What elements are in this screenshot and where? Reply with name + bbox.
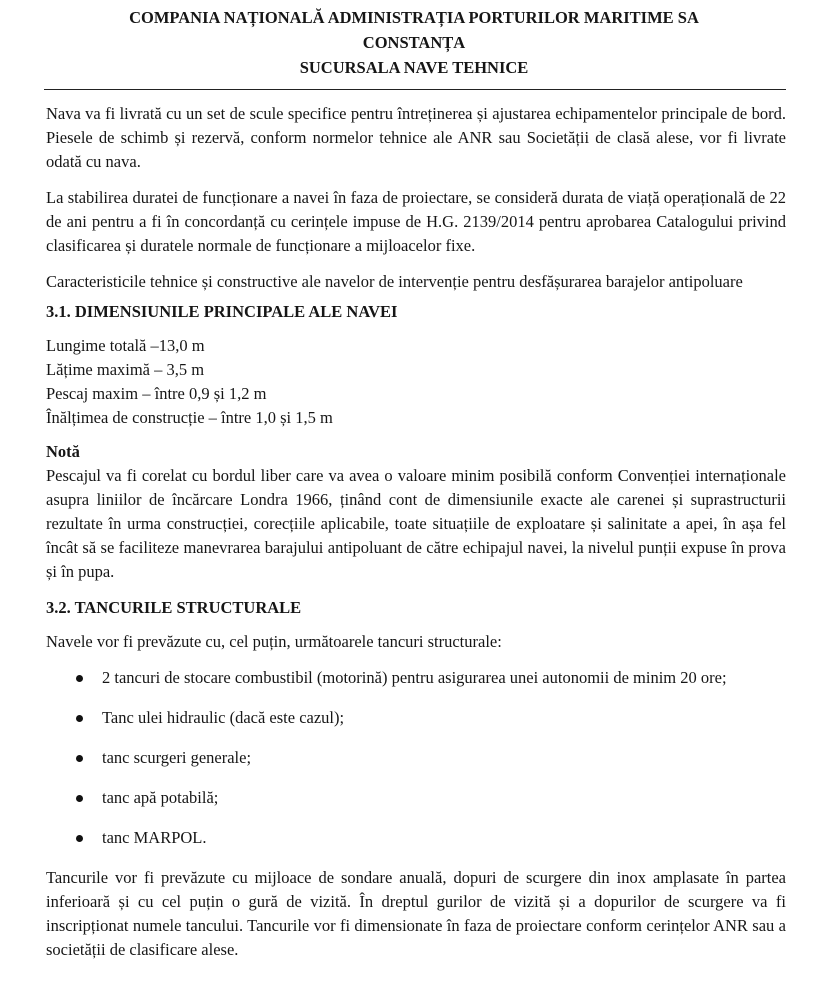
intro-paragraph-characteristics: Caracteristicile tehnice și constructive ale navelor de intervenție pentru desfășurarea barajelor antipoluare <box>46 272 743 291</box>
list-item-text: tanc apă potabilă; <box>102 788 219 807</box>
document-header <box>0 5 828 80</box>
list-item-text: Tanc ulei hidraulic (dacă este cazul); <box>102 708 345 727</box>
bullet-icon <box>76 715 83 722</box>
section-3-1-heading: 3.1. DIMENSIUNILE PRINCIPALE ALE NAVEI <box>46 302 398 321</box>
dimensions-list <box>46 334 786 430</box>
list-item-text: tanc MARPOL. <box>102 828 207 847</box>
intro-paragraph-tools: Nava va fi livrată cu un set de scule specifice pentru întreținerea și ajustarea echipamentelor principale de bord. Piesele de schimb și rezervă, conform normelor tehnice ale ANR sau Societății de clasă alese, vor fi livrate odată cu nava. <box>46 104 786 171</box>
bullet-icon <box>76 755 83 762</box>
header-divider <box>44 89 786 90</box>
list-item <box>46 746 786 770</box>
list-item <box>46 706 786 730</box>
section-3-2-heading: 3.2. TANCURILE STRUCTURALE <box>46 598 302 617</box>
note-text: Pescajul va fi corelat cu bordul liber care va avea o valoare minim posibilă conform Convenției internaționale asupra liniilor de încărcare Londra 1966, ținând cont de dimensiunile exacte ale carenei și suprastructurii rezultate în urma construcției, corecțiile aplicabile, toate situațiile de exploatare și salinitate a apei, în așa fel încât să se faciliteze manevrarea barajului antipoluant de către echipajul navei, la nivelul punții expuse în prova și în pupa. <box>46 466 786 581</box>
document-body <box>46 102 786 974</box>
header-company-name: COMPANIA NAȚIONALĂ ADMINISTRAȚIA PORTURILOR MARITIME SA <box>129 8 699 27</box>
bullet-icon <box>76 835 83 842</box>
tanks-closing-paragraph: Tancurile vor fi prevăzute cu mijloace de sondare anuală, dopuri de scurgere din inox amplasate în partea inferioară și cu cel puțin o gură de vizită. În dreptul gurilor de vizită și a dopurilor de scurgere va fi inscripționat numele tancului. Tancurile vor fi dimensionate în faza de proiectare conform cerințelor ANR sau a societății de clasificare alese. <box>46 868 786 959</box>
list-item <box>46 826 786 850</box>
dimension-height: Înălțimea de construcție – între 1,0 și 1,5 m <box>46 408 333 427</box>
header-branch: SUCURSALA NAVE TEHNICE <box>299 58 529 77</box>
list-item-text: tanc scurgeri generale; <box>102 748 252 767</box>
tanks-list <box>46 666 786 850</box>
intro-paragraph-lifetime: La stabilirea duratei de funcționare a navei în faza de proiectare, se consideră durata de viață operațională de 22 de ani pentru a fi în concordanță cu cerințele impuse de H.G. 2139/2014 pentru aprobarea Catalogului privind clasificarea și duratele normale de funcționare a mijloacelor fixe. <box>46 188 786 255</box>
list-item-text: 2 tancuri de stocare combustibil (motorină) pentru asigurarea unei autonomii de minim 20 ore; <box>102 668 727 687</box>
dimension-length: Lungime totală –13,0 m <box>46 336 205 355</box>
note-heading: Notă <box>46 442 80 461</box>
list-item <box>46 786 786 810</box>
bullet-icon <box>76 675 83 682</box>
dimension-width: Lățime maximă – 3,5 m <box>46 360 205 379</box>
header-city: CONSTANȚA <box>362 33 466 52</box>
dimension-draft: Pescaj maxim – între 0,9 și 1,2 m <box>46 384 267 403</box>
list-item <box>46 666 786 690</box>
tanks-intro: Navele vor fi prevăzute cu, cel puțin, următoarele tancuri structurale: <box>46 632 502 651</box>
bullet-icon <box>76 795 83 802</box>
